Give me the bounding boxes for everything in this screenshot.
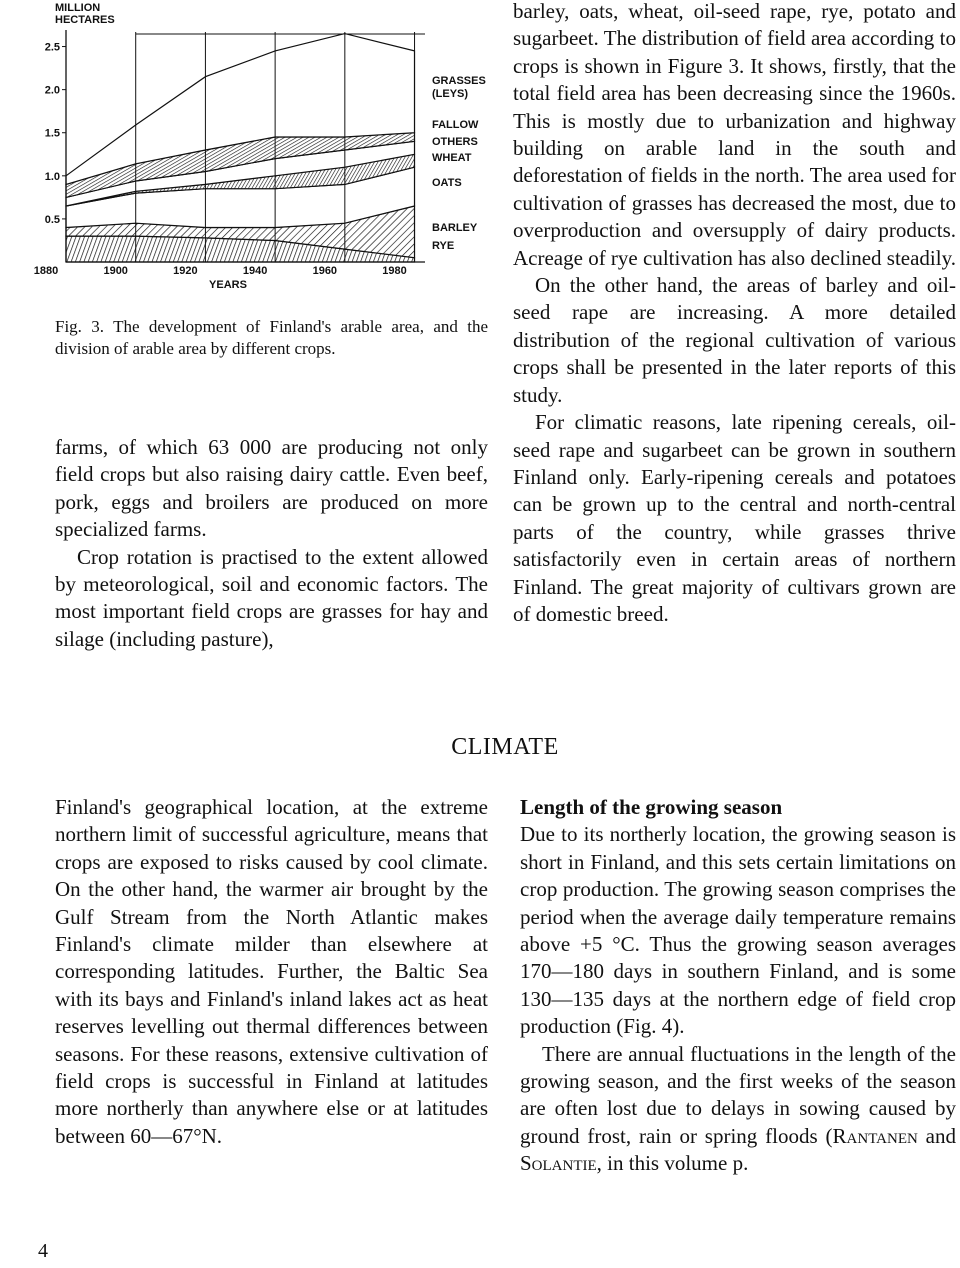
series-label-wheat: WHEAT bbox=[432, 152, 472, 164]
reference-author-1: Rantanen bbox=[832, 1123, 918, 1148]
top-left-paragraph-1: farms, of which 63 000 are producing not only field crops but also raising dairy cattle. Even beef, pork, eggs and broilers are produced on more specialized farms. bbox=[55, 435, 488, 542]
y-tick-label-2.5: 2.5 bbox=[44, 41, 60, 54]
reference-author-2: Solantie bbox=[520, 1151, 597, 1176]
growing-paragraph-2 bbox=[520, 1041, 956, 1178]
growing-paragraph-1: Due to its northerly location, the growing season is short in Finland, and this sets certain limitations on crop production. The growing season comprises the period when the average daily temperature remains above +5 °C. Thus the growing season averages 170—180 days in southern Finland, and is some 130—135 days at the northern edge of field crop production (Fig. 4). bbox=[520, 822, 956, 1039]
y-tick-label-2.0: 2.0 bbox=[44, 84, 60, 97]
y-tick-label-1.5: 1.5 bbox=[44, 127, 60, 140]
arable-area-chart bbox=[0, 0, 490, 300]
top-right-paragraph-1: barley, oats, wheat, oil-seed rape, rye, potato and sugarbeet. The distribution of field area according to crops is shown in Figure 3. It shows, firstly, that the total field area has been decreasing since the 1960s. This is mostly due to urbanization and highway building on arable land in the south and deforestation of fields in the north. The area used for cultivation of grasses has decreased the most, due to overproduction and oversupply of dairy products. Acreage of rye cultivation has also declined steadily. bbox=[513, 0, 956, 270]
top-left-text bbox=[55, 434, 488, 653]
x-tick-label-1900: 1900 bbox=[103, 265, 128, 277]
x-axis-label: YEARS bbox=[209, 279, 247, 291]
climate-text bbox=[55, 794, 488, 1150]
series-label-fallow: FALLOW bbox=[432, 119, 479, 131]
x-tick-label-1880: 1880 bbox=[33, 265, 59, 277]
series-label-others: OTHERS bbox=[432, 136, 478, 148]
growing-season-section bbox=[520, 794, 956, 1178]
page-number: 4 bbox=[38, 1240, 48, 1262]
series-label-grasses-leys: GRASSES (LEYS) bbox=[432, 75, 486, 100]
x-tick-label-1960: 1960 bbox=[312, 265, 338, 277]
top-right-paragraph-2: On the other hand, the areas of barley and oil-seed rape are increasing. A more detailed distribution of the regional cultivation of various crops shall be presented in the later reports of this study. bbox=[513, 273, 956, 407]
growing-paragraph-2-end: , in this volume p. bbox=[596, 1151, 749, 1176]
growing-season-heading: Length of the growing season bbox=[520, 795, 783, 819]
series-label-rye: RYE bbox=[432, 240, 455, 252]
top-right-text bbox=[513, 0, 956, 628]
series-label-barley: BARLEY bbox=[432, 222, 478, 234]
top-left-paragraph-2: Crop rotation is practised to the extent allowed by meteorological, soil and economic factors. The most important field crops are grasses for hay and silage (including pasture), bbox=[55, 544, 488, 651]
y-tick-label-0.5: 0.5 bbox=[44, 213, 60, 226]
figure-caption: Fig. 3. The development of Finland's arable area, and the division of arable area by different crops. bbox=[55, 317, 488, 358]
y-axis-label: MILLION HECTARES bbox=[55, 2, 115, 26]
reference-and: and bbox=[917, 1123, 956, 1148]
top-right-paragraph-3: For climatic reasons, late ripening cereals, oil-seed rape and sugarbeet can be grown in southern Finland only. Early-ripening cereals and potatoes can be grown up to the central and north-central parts of the country, while grasses thrive satisfactorily even in certain areas of northern Finland. The great majority of cultivars grown are of domestic breed. bbox=[513, 410, 956, 626]
growing-paragraph-2-start: There are annual fluctuations in the length of the growing season, and the first weeks of the season are often lost due to delays in sowing caused by ground frost, rain or spring floods ( bbox=[520, 1041, 956, 1148]
x-tick-label-1980: 1980 bbox=[382, 265, 407, 277]
x-tick-label-1940: 1940 bbox=[242, 265, 268, 277]
y-tick-label-1.0: 1.0 bbox=[44, 170, 60, 183]
x-tick-label-1920: 1920 bbox=[173, 265, 198, 277]
series-label-oats: OATS bbox=[432, 177, 462, 189]
section-heading-climate: CLIMATE bbox=[451, 734, 559, 760]
climate-paragraph-1: Finland's geographical location, at the extreme northern limit of successful agriculture, means that crops are exposed to risks caused by cool climate. On the other hand, the warmer air brought by the Gulf Stream from the North Atlantic makes Finland's climate milder than elsewhere at corresponding latitudes. Further, the Baltic Sea with its bays and Finland's inland lakes act as heat reserves levelling out thermal differences between seasons. For these reasons, extensive cultivation of field crops is successful in Finland at latitudes more northerly than anywhere else or at latitudes between 60—67°N. bbox=[55, 795, 488, 1148]
